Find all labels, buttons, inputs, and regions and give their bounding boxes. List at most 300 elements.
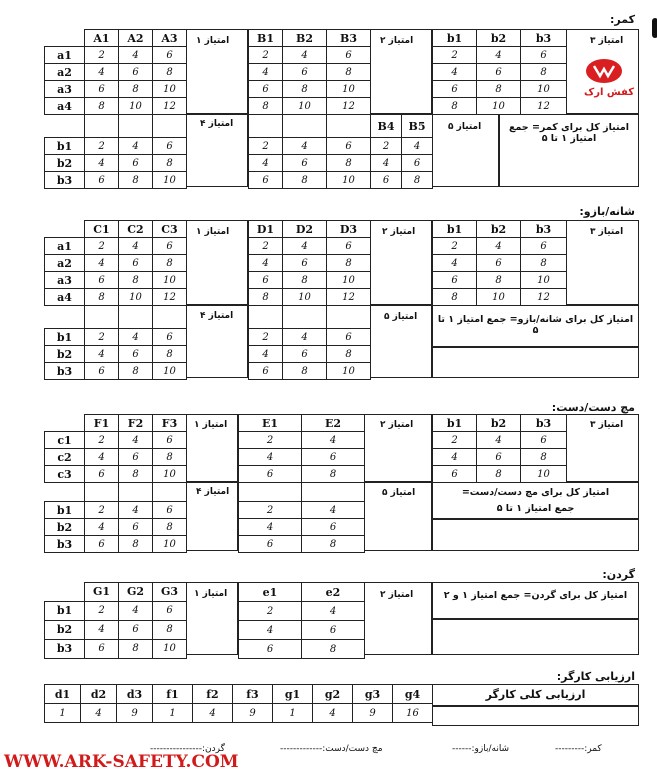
wrist-total-label-1: امتیاز کل برای مچ دست/دست= (461, 487, 610, 498)
cell: 6 (153, 432, 187, 449)
cell: 8 (302, 536, 365, 553)
cell: 9 (353, 704, 393, 723)
col-header: D2 (283, 221, 327, 238)
cell: 6 (119, 155, 153, 172)
waist-score3-label: امتیاز ۳ (590, 36, 624, 46)
shoulder-score2-label: امتیاز ۲ (382, 227, 416, 237)
cell: 9 (233, 704, 273, 723)
cell: 2 (239, 602, 302, 621)
cell: 8 (283, 272, 327, 289)
cell: 4 (283, 138, 327, 155)
cell: 12 (521, 289, 567, 306)
row-label: c2 (45, 449, 85, 466)
cell: 8 (249, 289, 283, 306)
cell: 6 (249, 81, 283, 98)
cell: 6 (153, 502, 187, 519)
cell: 4 (85, 346, 119, 363)
col-header: d1 (45, 685, 81, 704)
cell: 8 (85, 98, 119, 115)
cell: 6 (521, 432, 567, 449)
wrist-score5-label: امتیاز ۵ (382, 488, 416, 498)
cell: 8 (327, 64, 371, 81)
cell: 4 (119, 238, 153, 255)
cell: 6 (249, 363, 283, 380)
cell: 8 (327, 155, 371, 172)
row-label: b3 (45, 172, 85, 189)
cell: 2 (433, 238, 477, 255)
brand-logo-text: کفش ارک (584, 87, 635, 98)
cell: 8 (153, 255, 187, 272)
col-header: C1 (85, 221, 119, 238)
cell: 2 (239, 502, 302, 519)
cell: 10 (327, 363, 371, 380)
cell: 2 (249, 47, 283, 64)
cell: 4 (283, 329, 327, 346)
row-label: b3 (45, 639, 85, 658)
shoulder-score1-label: امتیاز ۱ (196, 227, 230, 237)
cell: 8 (119, 466, 153, 483)
cell: 2 (249, 329, 283, 346)
cell: 10 (283, 289, 327, 306)
cell: 8 (433, 289, 477, 306)
cell: 10 (283, 98, 327, 115)
row-label: c3 (45, 466, 85, 483)
waist-table-e (248, 114, 371, 189)
footer-wrist: مچ دست/دست:------------- (280, 744, 383, 754)
cell: 8 (283, 363, 327, 380)
cell: 6 (371, 172, 402, 189)
cell: 2 (85, 432, 119, 449)
col-header: B2 (283, 30, 327, 47)
cell: 6 (302, 621, 365, 640)
shoulder-table-a (44, 220, 187, 306)
cell: 4 (239, 621, 302, 640)
cell: 12 (153, 98, 187, 115)
waist-total-label: امتیاز کل برای کمر= جمع امتیاز ۱ تا ۵ (508, 122, 630, 144)
cell: 8 (521, 255, 567, 272)
cell: 4 (239, 449, 302, 466)
col-header: E2 (302, 415, 365, 432)
wrist-table-c (432, 414, 567, 483)
col-header: A2 (119, 30, 153, 47)
row-label: b1 (45, 601, 85, 620)
cell: 1 (153, 704, 193, 723)
neck-score1-label: امتیاز ۱ (194, 589, 228, 599)
cell: 2 (85, 47, 119, 64)
cell: 2 (249, 238, 283, 255)
col-header: g2 (313, 685, 353, 704)
waist-title: کمر: (609, 13, 635, 26)
cell: 8 (477, 466, 521, 483)
col-header: G1 (85, 583, 119, 602)
cell: 8 (153, 449, 187, 466)
wrist-title: مچ دست/دست: (551, 401, 635, 414)
row-label: b3 (45, 536, 85, 553)
cell: 4 (119, 329, 153, 346)
wrist-table-b-rows (44, 482, 187, 553)
cell: 8 (153, 519, 187, 536)
waist-table-b-rows (44, 114, 187, 189)
cell: 4 (193, 704, 233, 723)
col-header: G3 (153, 583, 187, 602)
col-header: f2 (193, 685, 233, 704)
col-header: B5 (402, 115, 433, 138)
waist-score4-label: امتیاز ۴ (200, 119, 234, 129)
cell: 10 (153, 363, 187, 380)
col-header: g1 (273, 685, 313, 704)
footer-neck: گردن:---------------- (150, 744, 225, 754)
cell: 4 (302, 502, 365, 519)
waist-table-b (248, 29, 371, 115)
shoulder-score5-label: امتیاز ۵ (384, 312, 418, 322)
col-header: d2 (81, 685, 117, 704)
cell: 4 (119, 47, 153, 64)
col-header: D3 (327, 221, 371, 238)
cell: 10 (153, 639, 187, 658)
col-header: B3 (327, 30, 371, 47)
cell: 6 (327, 138, 371, 155)
cell: 2 (85, 238, 119, 255)
cell: 6 (433, 466, 477, 483)
cell: 8 (119, 536, 153, 553)
cell: 6 (283, 346, 327, 363)
cell: 4 (249, 346, 283, 363)
cell: 2 (433, 432, 477, 449)
cell: 6 (153, 238, 187, 255)
cell: 8 (153, 64, 187, 81)
cell: 10 (119, 98, 153, 115)
col-header: F2 (119, 415, 153, 432)
wrist-score4-label: امتیاز ۴ (196, 487, 230, 497)
row-label: a4 (45, 98, 85, 115)
cell: 8 (302, 466, 365, 483)
cell: 6 (433, 81, 477, 98)
cell: 6 (153, 329, 187, 346)
wrist-table-b (238, 414, 365, 483)
cell: 8 (119, 272, 153, 289)
cell: 9 (117, 704, 153, 723)
cell: 10 (327, 272, 371, 289)
row-label: a3 (45, 81, 85, 98)
cell: 4 (239, 519, 302, 536)
cell: 6 (85, 363, 119, 380)
cell: 8 (302, 640, 365, 659)
cell: 4 (85, 449, 119, 466)
cell: 6 (327, 47, 371, 64)
col-header: e2 (302, 583, 365, 602)
col-header: G2 (119, 583, 153, 602)
neck-total-label: امتیاز کل برای گردن= جمع امتیاز ۱ و ۲ (443, 590, 628, 601)
col-header: g4 (393, 685, 433, 704)
cell: 6 (119, 449, 153, 466)
col-header: C2 (119, 221, 153, 238)
cell: 4 (85, 64, 119, 81)
cell: 6 (153, 47, 187, 64)
col-header: b2 (477, 221, 521, 238)
col-header: f3 (233, 685, 273, 704)
worker-overall-field[interactable] (432, 706, 639, 726)
col-header: e1 (239, 583, 302, 602)
shoulder-table-b (248, 220, 371, 306)
wrist-score3-label: امتیاز ۳ (590, 420, 624, 430)
row-label: a3 (45, 272, 85, 289)
row-label: a1 (45, 238, 85, 255)
cell: 12 (327, 98, 371, 115)
shoulder-table-e (248, 305, 371, 380)
cell: 8 (119, 81, 153, 98)
cell: 6 (85, 639, 119, 658)
cell: 16 (393, 704, 433, 723)
wrist-score2-label: امتیاز ۲ (380, 420, 414, 430)
cell: 6 (239, 536, 302, 553)
cell: 4 (402, 138, 433, 155)
cell: 4 (249, 255, 283, 272)
cell: 6 (302, 519, 365, 536)
cell: 6 (283, 255, 327, 272)
shoulder-total-label: امتیاز کل برای شانه/بازو= جمع امتیاز ۱ تا ۵ (437, 314, 634, 336)
website-link[interactable]: WWW.ARK-SAFETY.COM (4, 752, 239, 772)
cell: 6 (85, 536, 119, 553)
shoulder-table-b-rows (44, 305, 187, 380)
row-label: b2 (45, 155, 85, 172)
cell: 10 (477, 289, 521, 306)
col-header: f1 (153, 685, 193, 704)
col-header: b1 (433, 30, 477, 47)
cell: 6 (327, 238, 371, 255)
col-header: B1 (249, 30, 283, 47)
row-label: b2 (45, 346, 85, 363)
neck-table-b (238, 582, 365, 659)
cell: 6 (521, 47, 567, 64)
col-header: b3 (521, 30, 567, 47)
cell: 8 (153, 620, 187, 639)
col-header: E1 (239, 415, 302, 432)
wrist-total-field[interactable] (432, 519, 639, 551)
waist-score5-label: امتیاز ۵ (448, 122, 482, 132)
cell: 8 (283, 81, 327, 98)
waist-table-c (432, 29, 567, 115)
cell: 8 (402, 172, 433, 189)
brand-logo-icon (584, 57, 624, 85)
cell: 6 (119, 620, 153, 639)
footer-shoulder: شانه/بازو:------ (452, 744, 510, 754)
cell: 8 (153, 346, 187, 363)
cell: 6 (85, 272, 119, 289)
cell: 2 (85, 329, 119, 346)
cell: 2 (85, 138, 119, 155)
wrist-table-a (44, 414, 187, 483)
cell: 10 (521, 466, 567, 483)
col-header: F1 (85, 415, 119, 432)
cell: 1 (45, 704, 81, 723)
cell: 6 (402, 155, 433, 172)
cell: 6 (477, 255, 521, 272)
cell: 10 (521, 81, 567, 98)
cell: 10 (119, 289, 153, 306)
cell: 6 (327, 329, 371, 346)
cell: 10 (521, 272, 567, 289)
cell: 8 (153, 155, 187, 172)
footer-waist: کمر:--------- (555, 744, 602, 754)
cell: 6 (119, 64, 153, 81)
row-label: b1 (45, 329, 85, 346)
cell: 4 (433, 449, 477, 466)
cell: 8 (477, 272, 521, 289)
cell: 6 (239, 640, 302, 659)
wrist-total-label-2: جمع امتیاز ۱ تا ۵ (496, 503, 575, 514)
waist-table-f (370, 114, 433, 189)
neck-score2-label: امتیاز ۲ (380, 590, 414, 600)
cell: 6 (521, 238, 567, 255)
row-label: b2 (45, 519, 85, 536)
col-header: A1 (85, 30, 119, 47)
cell: 8 (283, 172, 327, 189)
cell: 2 (239, 432, 302, 449)
cell: 10 (477, 98, 521, 115)
cell: 4 (302, 602, 365, 621)
col-header: C3 (153, 221, 187, 238)
worker-title: ارزیابی کارگر: (556, 670, 635, 683)
cell: 8 (521, 449, 567, 466)
col-header: D1 (249, 221, 283, 238)
row-label: a4 (45, 289, 85, 306)
worker-scores-table (44, 684, 433, 723)
cell: 6 (302, 449, 365, 466)
cell: 8 (327, 346, 371, 363)
cell: 6 (153, 601, 187, 620)
cell: 8 (119, 363, 153, 380)
cell: 6 (85, 81, 119, 98)
shoulder-total-field[interactable] (432, 347, 639, 378)
row-label: b3 (45, 363, 85, 380)
cell: 6 (119, 255, 153, 272)
cell: 4 (81, 704, 117, 723)
worker-overall-label: ارزیابی کلی کارگر (485, 688, 586, 701)
row-label: b2 (45, 620, 85, 639)
shoulder-score4-label: امتیاز ۴ (200, 311, 234, 321)
cell: 4 (249, 155, 283, 172)
shoulder-score3-label: امتیاز ۳ (590, 227, 624, 237)
col-header: B4 (371, 115, 402, 138)
cell: 6 (283, 155, 327, 172)
cell: 6 (153, 138, 187, 155)
cell: 6 (85, 172, 119, 189)
cell: 10 (153, 536, 187, 553)
cell: 6 (477, 449, 521, 466)
cell: 4 (283, 47, 327, 64)
cell: 8 (119, 172, 153, 189)
cell: 4 (85, 620, 119, 639)
cell: 4 (119, 432, 153, 449)
neck-title: گردن: (602, 568, 635, 581)
col-header: F3 (153, 415, 187, 432)
col-header: b3 (521, 221, 567, 238)
col-header: A3 (153, 30, 187, 47)
row-label: c1 (45, 432, 85, 449)
cell: 6 (239, 466, 302, 483)
cell: 4 (85, 519, 119, 536)
waist-score2-label: امتیاز ۲ (380, 36, 414, 46)
cell: 1 (273, 704, 313, 723)
row-label: a2 (45, 64, 85, 81)
cell: 6 (119, 346, 153, 363)
cell: 2 (85, 601, 119, 620)
row-label: b1 (45, 502, 85, 519)
cell: 12 (327, 289, 371, 306)
cell: 4 (477, 47, 521, 64)
cell: 10 (327, 172, 371, 189)
col-header: b2 (477, 415, 521, 432)
cell: 4 (119, 502, 153, 519)
waist-table-a (44, 29, 187, 115)
col-header: b3 (521, 415, 567, 432)
shoulder-table-c (432, 220, 567, 306)
cell: 8 (477, 81, 521, 98)
waist-score1-label: امتیاز ۱ (196, 36, 230, 46)
cell: 4 (85, 155, 119, 172)
col-header: b1 (433, 221, 477, 238)
row-label: a2 (45, 255, 85, 272)
cell: 4 (313, 704, 353, 723)
cell: 4 (85, 255, 119, 272)
cell: 10 (153, 172, 187, 189)
cell: 2 (433, 47, 477, 64)
cell: 8 (327, 255, 371, 272)
cell: 4 (371, 155, 402, 172)
cell: 4 (477, 432, 521, 449)
cell: 10 (153, 466, 187, 483)
cell: 4 (249, 64, 283, 81)
cell: 12 (521, 98, 567, 115)
cell: 4 (302, 432, 365, 449)
wrist-score1-label: امتیاز ۱ (194, 420, 228, 430)
cell: 2 (249, 138, 283, 155)
cell: 6 (433, 272, 477, 289)
cell: 6 (283, 64, 327, 81)
cell: 10 (327, 81, 371, 98)
row-label: b1 (45, 138, 85, 155)
cell: 4 (433, 64, 477, 81)
col-header: d3 (117, 685, 153, 704)
neck-total-field[interactable] (432, 619, 639, 655)
cell: 2 (371, 138, 402, 155)
cell: 4 (119, 138, 153, 155)
cell: 10 (153, 81, 187, 98)
cell: 12 (153, 289, 187, 306)
cell: 6 (249, 172, 283, 189)
wrist-table-e (238, 482, 365, 553)
col-header: g3 (353, 685, 393, 704)
cell: 4 (477, 238, 521, 255)
cell: 4 (119, 601, 153, 620)
cell: 8 (433, 98, 477, 115)
cell: 4 (283, 238, 327, 255)
cell: 6 (477, 64, 521, 81)
cell: 2 (85, 502, 119, 519)
col-header: b1 (433, 415, 477, 432)
cell: 6 (85, 466, 119, 483)
shoulder-title: شانه/بازو: (579, 205, 635, 218)
cell: 6 (249, 272, 283, 289)
neck-table-a (44, 582, 187, 659)
col-header: b2 (477, 30, 521, 47)
cell: 10 (153, 272, 187, 289)
cell: 8 (249, 98, 283, 115)
cell: 6 (119, 519, 153, 536)
cell: 8 (521, 64, 567, 81)
cell: 4 (433, 255, 477, 272)
margin-mark (652, 18, 657, 38)
